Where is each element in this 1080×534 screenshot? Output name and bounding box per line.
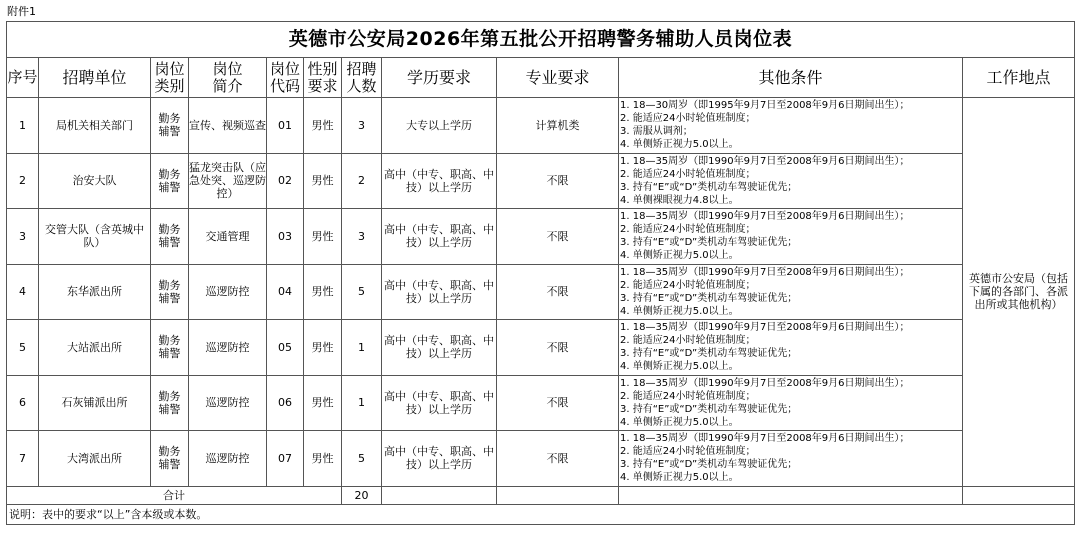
- total-row: [7, 486, 1075, 504]
- cell-seq: 5: [7, 320, 39, 376]
- cell-intro: 猛龙突击队（应急处突、巡逻防控）: [189, 153, 267, 209]
- cell-unit: 大站派出所: [39, 320, 151, 376]
- cell-gender: 男性: [304, 431, 342, 487]
- cell-gender: 男性: [304, 98, 342, 154]
- page-title: 英德市公安局2026年第五批公开招聘警务辅助人员岗位表: [7, 22, 1075, 58]
- cell-code: 06: [267, 375, 304, 431]
- cell-major: 不限: [497, 153, 619, 209]
- condition-line: 3. 持有“E”或“D”类机动车驾驶证优先；: [620, 292, 798, 304]
- cell-major: 不限: [497, 264, 619, 320]
- cell-code: 02: [267, 153, 304, 209]
- table-row: [7, 375, 1075, 431]
- recruitment-table-sheet: [6, 21, 1075, 525]
- condition-line: 1. 18—35周岁（即1990年9月7日至2008年9月6日期间出生）；: [620, 266, 910, 278]
- cell-seq: 6: [7, 375, 39, 431]
- cell-intro: 巡逻防控: [189, 375, 267, 431]
- table-row: [7, 264, 1075, 320]
- cell-unit: 东华派出所: [39, 264, 151, 320]
- cell-seq: 4: [7, 264, 39, 320]
- header-seq: 序号: [7, 58, 39, 98]
- cell-conditions: [619, 98, 963, 154]
- cell-seq: 7: [7, 431, 39, 487]
- table-row: [7, 431, 1075, 487]
- cell-unit: 石灰铺派出所: [39, 375, 151, 431]
- condition-line: 2. 能适应24小时轮值班制度；: [620, 279, 756, 291]
- table-row: [7, 320, 1075, 376]
- condition-line: 4. 单侧矫正视力5.0以上。: [620, 250, 739, 262]
- recruitment-table: [6, 21, 1075, 525]
- condition-line: 4. 单侧矫正视力5.0以上。: [620, 416, 739, 428]
- condition-line: 3. 持有“E”或“D”类机动车驾驶证优先；: [620, 403, 798, 415]
- cell-gender: 男性: [304, 375, 342, 431]
- condition-line: 4. 单侧矫正视力5.0以上。: [620, 472, 739, 484]
- header-count: 招聘人数: [342, 58, 382, 98]
- total-label: 合计: [7, 486, 342, 504]
- condition-line: 3. 持有“E”或“D”类机动车驾驶证优先；: [620, 348, 798, 360]
- cell-conditions: [619, 375, 963, 431]
- total-blank: [382, 486, 497, 504]
- cell-intro: 巡逻防控: [189, 264, 267, 320]
- condition-line: 1. 18—35周岁（即1990年9月7日至2008年9月6日期间出生）；: [620, 211, 910, 223]
- condition-line: 1. 18—35周岁（即1990年9月7日至2008年9月6日期间出生）；: [620, 322, 910, 334]
- attachment-label: 附件1: [7, 5, 36, 18]
- header-other: 其他条件: [619, 58, 963, 98]
- condition-line: 1. 18—35周岁（即1990年9月7日至2008年9月6日期间出生）；: [620, 155, 910, 167]
- cell-category: 勤务辅警: [151, 209, 189, 265]
- condition-line: 3. 持有“E”或“D”类机动车驾驶证优先；: [620, 181, 798, 193]
- cell-count: 5: [342, 264, 382, 320]
- cell-conditions: [619, 153, 963, 209]
- cell-code: 07: [267, 431, 304, 487]
- header-education: 学历要求: [382, 58, 497, 98]
- cell-major: 不限: [497, 375, 619, 431]
- header-intro: 岗位简介: [189, 58, 267, 98]
- cell-category: 勤务辅警: [151, 98, 189, 154]
- table-row: [7, 153, 1075, 209]
- cell-education: 大专以上学历: [382, 98, 497, 154]
- cell-code: 01: [267, 98, 304, 154]
- table-row: [7, 98, 1075, 154]
- cell-education: 高中（中专、职高、中技）以上学历: [382, 153, 497, 209]
- cell-count: 5: [342, 431, 382, 487]
- cell-seq: 3: [7, 209, 39, 265]
- note-row: [7, 504, 1075, 524]
- condition-line: 2. 能适应24小时轮值班制度；: [620, 224, 756, 236]
- cell-code: 04: [267, 264, 304, 320]
- cell-count: 2: [342, 153, 382, 209]
- condition-line: 1. 18—35周岁（即1990年9月7日至2008年9月6日期间出生）；: [620, 377, 910, 389]
- condition-line: 1. 18—30周岁（即1995年9月7日至2008年9月6日期间出生）；: [620, 100, 910, 112]
- cell-category: 勤务辅警: [151, 264, 189, 320]
- cell-education: 高中（中专、职高、中技）以上学历: [382, 431, 497, 487]
- cell-gender: 男性: [304, 153, 342, 209]
- cell-seq: 1: [7, 98, 39, 154]
- cell-code: 05: [267, 320, 304, 376]
- header-major: 专业要求: [497, 58, 619, 98]
- note-text: 说明：表中的要求“以上”含本级或本数。: [7, 504, 1075, 524]
- condition-line: 2. 能适应24小时轮值班制度；: [620, 390, 756, 402]
- condition-line: 4. 单侧矫正视力5.0以上。: [620, 305, 739, 317]
- condition-line: 2. 能适应24小时轮值班制度；: [620, 446, 756, 458]
- cell-unit: 治安大队: [39, 153, 151, 209]
- header-unit: 招聘单位: [39, 58, 151, 98]
- cell-code: 03: [267, 209, 304, 265]
- cell-unit: 大湾派出所: [39, 431, 151, 487]
- header-gender: 性别要求: [304, 58, 342, 98]
- condition-line: 3. 持有“E”或“D”类机动车驾驶证优先；: [620, 459, 798, 471]
- total-blank: [963, 486, 1075, 504]
- cell-major: 计算机类: [497, 98, 619, 154]
- header-location: 工作地点: [963, 58, 1075, 98]
- cell-major: 不限: [497, 431, 619, 487]
- cell-education: 高中（中专、职高、中技）以上学历: [382, 209, 497, 265]
- cell-unit: 局机关相关部门: [39, 98, 151, 154]
- cell-unit: 交管大队（含英城中队）: [39, 209, 151, 265]
- cell-conditions: [619, 320, 963, 376]
- cell-education: 高中（中专、职高、中技）以上学历: [382, 375, 497, 431]
- cell-conditions: [619, 264, 963, 320]
- cell-category: 勤务辅警: [151, 375, 189, 431]
- header-row: [7, 58, 1075, 98]
- condition-line: 2. 能适应24小时轮值班制度；: [620, 168, 756, 180]
- cell-intro: 巡逻防控: [189, 431, 267, 487]
- cell-major: 不限: [497, 320, 619, 376]
- condition-line: 4. 单侧矫正视力5.0以上。: [620, 139, 739, 151]
- condition-line: 1. 18—35周岁（即1990年9月7日至2008年9月6日期间出生）；: [620, 433, 910, 445]
- cell-gender: 男性: [304, 320, 342, 376]
- cell-count: 1: [342, 320, 382, 376]
- cell-intro: 宣传、视频巡查: [189, 98, 267, 154]
- cell-category: 勤务辅警: [151, 320, 189, 376]
- table-row: [7, 209, 1075, 265]
- cell-gender: 男性: [304, 264, 342, 320]
- cell-seq: 2: [7, 153, 39, 209]
- total-count: 20: [342, 486, 382, 504]
- cell-gender: 男性: [304, 209, 342, 265]
- condition-line: 3. 需服从调剂；: [620, 126, 693, 138]
- cell-education: 高中（中专、职高、中技）以上学历: [382, 320, 497, 376]
- header-code: 岗位代码: [267, 58, 304, 98]
- cell-category: 勤务辅警: [151, 431, 189, 487]
- cell-count: 1: [342, 375, 382, 431]
- cell-category: 勤务辅警: [151, 153, 189, 209]
- cell-conditions: [619, 431, 963, 487]
- cell-intro: 交通管理: [189, 209, 267, 265]
- cell-count: 3: [342, 98, 382, 154]
- header-category: 岗位类别: [151, 58, 189, 98]
- cell-location: 英德市公安局（包括下属的各部门、各派出所或其他机构）: [963, 98, 1075, 487]
- cell-intro: 巡逻防控: [189, 320, 267, 376]
- total-blank: [619, 486, 963, 504]
- condition-line: 2. 能适应24小时轮值班制度；: [620, 113, 756, 125]
- cell-education: 高中（中专、职高、中技）以上学历: [382, 264, 497, 320]
- condition-line: 4. 单侧矫正视力5.0以上。: [620, 361, 739, 373]
- condition-line: 4. 单侧裸眼视力4.8以上。: [620, 194, 739, 206]
- cell-count: 3: [342, 209, 382, 265]
- condition-line: 3. 持有“E”或“D”类机动车驾驶证优先；: [620, 237, 798, 249]
- condition-line: 2. 能适应24小时轮值班制度；: [620, 335, 756, 347]
- cell-major: 不限: [497, 209, 619, 265]
- total-blank: [497, 486, 619, 504]
- cell-conditions: [619, 209, 963, 265]
